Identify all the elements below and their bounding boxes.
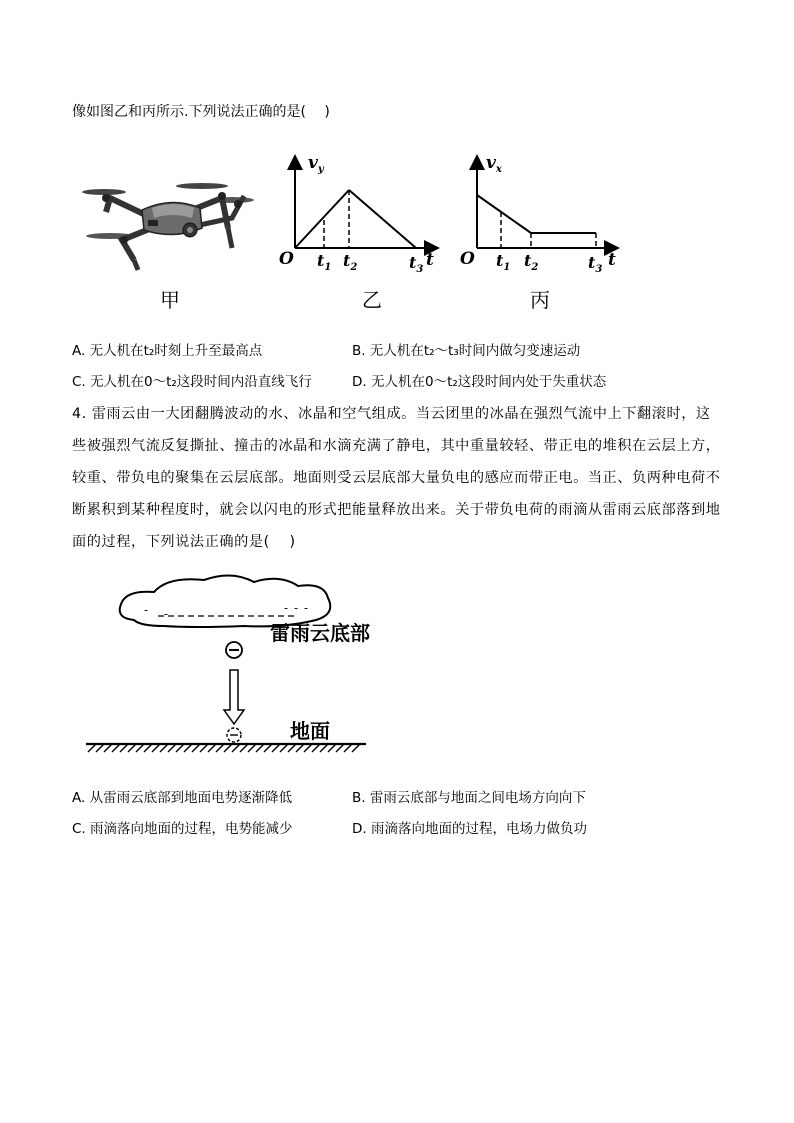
tick-label-t2: t — [343, 251, 351, 270]
thundercloud-figure — [84, 568, 404, 758]
svg-text:t2: $t_2$ — [343, 251, 358, 273]
svg-text:t3: $t_3$ — [409, 253, 424, 275]
q3-stem-tail: 像如图乙和丙所示.下列说法正确的是( ) — [72, 104, 330, 120]
tick-label-t1: t — [496, 251, 504, 270]
svg-text:-: - — [304, 601, 309, 615]
q4-stem: 4. 雷雨云由一大团翻腾波动的水、冰晶和空气组成。当云团里的冰晶在强烈气流中上下翻滚时，这些被强烈气流反复撕扯、撞击的冰晶和水滴充满了静电，其中重量较轻、带正电的堆积在云层上方，较重、带负电的聚集在云层底部。地面则受云层底部大量负电的感应而带正电。当正、负两种电荷不断累积到某种程度时，就会以闪电的形式把能量释放出来。关于带负电荷的雨滴从雷雨云底部落到地面的过程，下列说法正确的是( ) — [72, 406, 721, 550]
caption-yi: 乙 — [362, 288, 382, 312]
origin-label: O — [460, 249, 475, 269]
drone-figure — [82, 178, 262, 273]
svg-text:t2: $t_2$ — [524, 251, 539, 273]
svg-text:t3: $t_3$ — [588, 253, 603, 275]
caption-jia: 甲 — [160, 288, 180, 312]
tick-label-t1: t — [317, 251, 325, 270]
axis-label-v-sub: x — [495, 164, 502, 175]
axis-label-t: t — [608, 250, 616, 270]
axis-label-v-sub: y — [317, 164, 324, 175]
propeller-icon — [82, 189, 126, 195]
origin-label: O — [279, 249, 294, 269]
caption-bing: 丙 — [530, 288, 550, 312]
svg-text:-: - — [164, 607, 169, 621]
svg-text:vy — [308, 153, 325, 175]
ground-hatching — [88, 744, 360, 752]
q3-option-d: D. 无人机在0～t₂这段时间内处于失重状态 — [352, 374, 607, 390]
graph-bing — [458, 150, 628, 280]
down-arrow-icon — [224, 670, 244, 724]
q4-option-b: B. 雷雨云底部与地面之间电场方向向下 — [352, 790, 586, 806]
q3-option-c: C. 无人机在0～t₂这段时间内沿直线飞行 — [72, 374, 312, 390]
q3-option-b: B. 无人机在t₂～t₃时间内做匀变速运动 — [352, 343, 581, 359]
q4-option-d: D. 雨滴落向地面的过程，电场力做负功 — [352, 821, 587, 837]
q4-option-a: A. 从雷雨云底部到地面电势逐渐降低 — [72, 790, 293, 806]
cloud-bottom-label: 雷雨云底部 — [270, 621, 370, 645]
tick-label-t3: t — [409, 253, 417, 272]
ground-label: 地面 — [290, 719, 330, 743]
propeller-icon — [176, 183, 228, 189]
tick-label-t2: t — [524, 251, 532, 270]
q4-option-c: C. 雨滴落向地面的过程，电势能减少 — [72, 821, 293, 837]
axis-label-t: t — [426, 250, 434, 270]
svg-text:-: - — [294, 601, 299, 615]
q3-option-a: A. 无人机在t₂时刻上升至最高点 — [72, 343, 263, 359]
graph-yi — [276, 150, 446, 280]
svg-text:t1: $t_1$ — [496, 251, 511, 273]
svg-text:-: - — [284, 601, 289, 615]
svg-text:vx — [486, 153, 503, 175]
axis-label-v: v — [308, 153, 318, 173]
svg-text:t1: $t_1$ — [317, 251, 332, 273]
svg-text:-: - — [144, 603, 149, 617]
tick-label-t3: t — [588, 253, 596, 272]
axis-label-v: v — [486, 153, 496, 173]
